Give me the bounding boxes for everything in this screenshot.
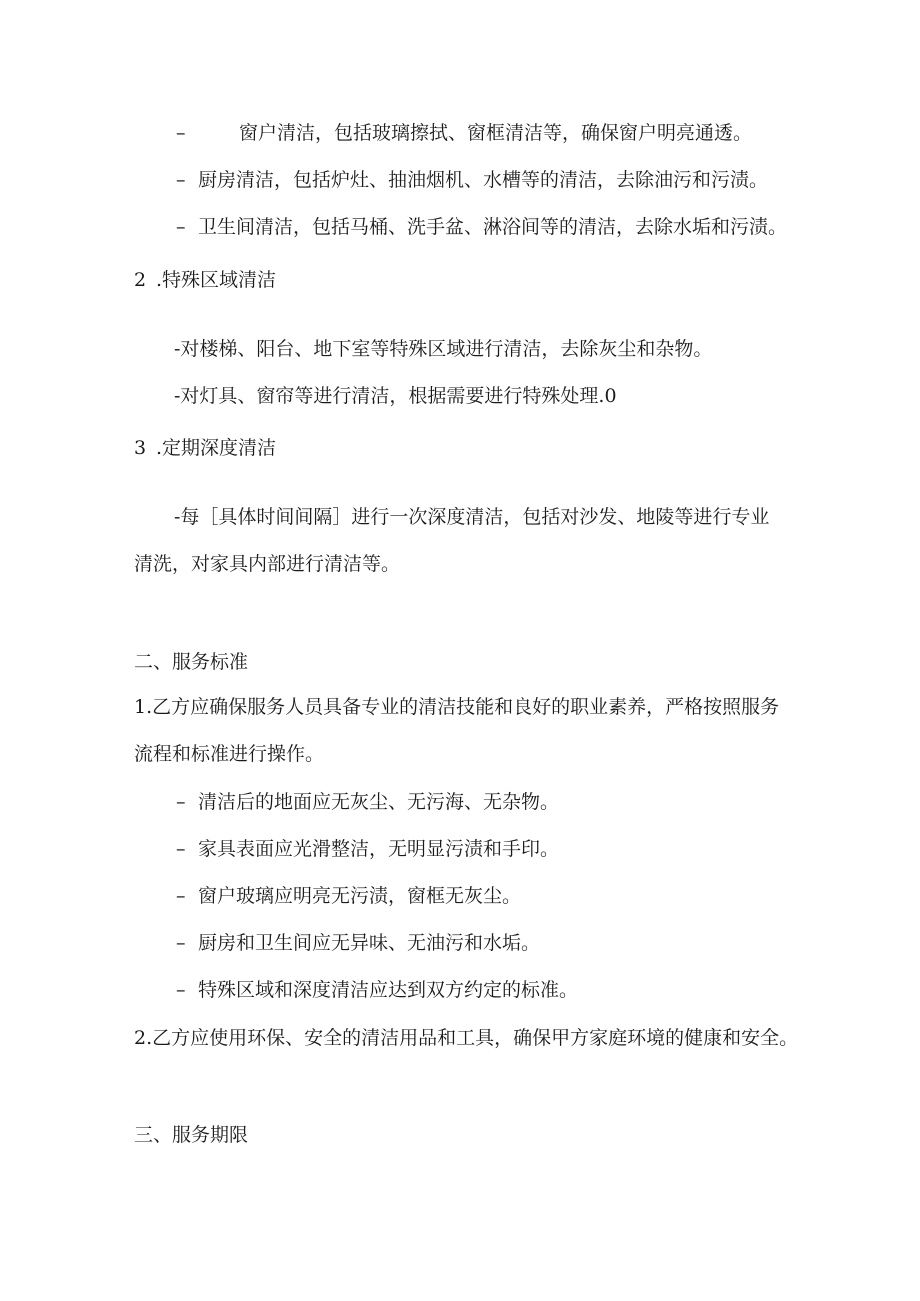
item-text: 窗户清洁，包括玻璃擦拭、窗框清洁等，确保窗户明亮通透。 — [239, 122, 753, 144]
item-text: 卫生间清洁，包括马桶、洗手盆、淋浴间等的清洁，去除水垢和污渍。 — [198, 216, 788, 238]
subheading-title: .定期深度清洁 — [156, 437, 277, 459]
deep-clean-line-2: 清洗，对家具内部进行清洁等。 — [134, 553, 401, 575]
dash-marker: – — [176, 885, 186, 907]
standard-bullet-floor — [176, 790, 559, 814]
subheading-title: .特殊区域清洁 — [156, 269, 277, 291]
list-item-bathroom-cleaning — [176, 215, 787, 239]
standard-paragraph-2: 2.乙方应使用环保、安全的清洁用品和工具，确保甲方家庭环境的健康和安全。 — [134, 1027, 799, 1049]
list-item-special-area-2: -对灯具、窗帘等进行清洁，根据需要进行特殊处理.0 — [174, 385, 617, 407]
standard-paragraph-1-line-2: 流程和标准进行操作。 — [134, 743, 325, 765]
section-heading-service-standard: 二、服务标准 — [134, 651, 249, 673]
item-text: 清洁后的地面应无灰尘、无污海、无杂物。 — [198, 791, 560, 813]
standard-bullet-window — [176, 884, 521, 908]
subheading-special-area — [134, 268, 276, 292]
standard-paragraph-1-line-1: 1.乙方应确保服务人员具备专业的清洁技能和良好的职业素养，严格按照服务 — [134, 696, 780, 718]
list-item-window-cleaning — [176, 121, 752, 145]
subheading-deep-clean — [134, 436, 276, 460]
dash-marker: – — [176, 979, 186, 1001]
standard-bullet-kitchen-bathroom — [176, 931, 540, 955]
section-heading-service-period: 三、服务期限 — [134, 1124, 249, 1146]
item-text: 厨房清洁，包括炉灶、抽油烟机、水槽等的清洁，去除油污和污渍。 — [198, 169, 769, 191]
deep-clean-line-1: -每［具体时间间隔］进行一次深度清洁，包括对沙发、地陵等进行专业 — [174, 506, 770, 528]
item-text: 厨房和卫生间应无异味、无油污和水垢。 — [198, 932, 541, 954]
standard-bullet-special — [176, 978, 578, 1002]
list-item-kitchen-cleaning — [176, 168, 768, 192]
dash-marker: – — [176, 838, 186, 860]
item-text: 家具表面应光滑整洁，无明显污渍和手印。 — [198, 838, 560, 860]
list-item-special-area-1: -对楼梯、阳台、地下室等特殊区域进行清洁，去除灰尘和杂物。 — [174, 338, 713, 360]
subheading-number: 3 — [134, 437, 147, 459]
dash-marker: – — [176, 122, 186, 144]
subheading-number: 2 — [134, 269, 147, 291]
dash-marker: – — [176, 216, 186, 238]
item-text: 窗户玻璃应明亮无污渍，窗框无灰尘。 — [198, 885, 522, 907]
dash-marker: – — [176, 169, 186, 191]
dash-marker: – — [176, 791, 186, 813]
standard-bullet-furniture — [176, 837, 559, 861]
dash-marker: – — [176, 932, 186, 954]
item-text: 特殊区域和深度清洁应达到双方约定的标准。 — [198, 979, 579, 1001]
